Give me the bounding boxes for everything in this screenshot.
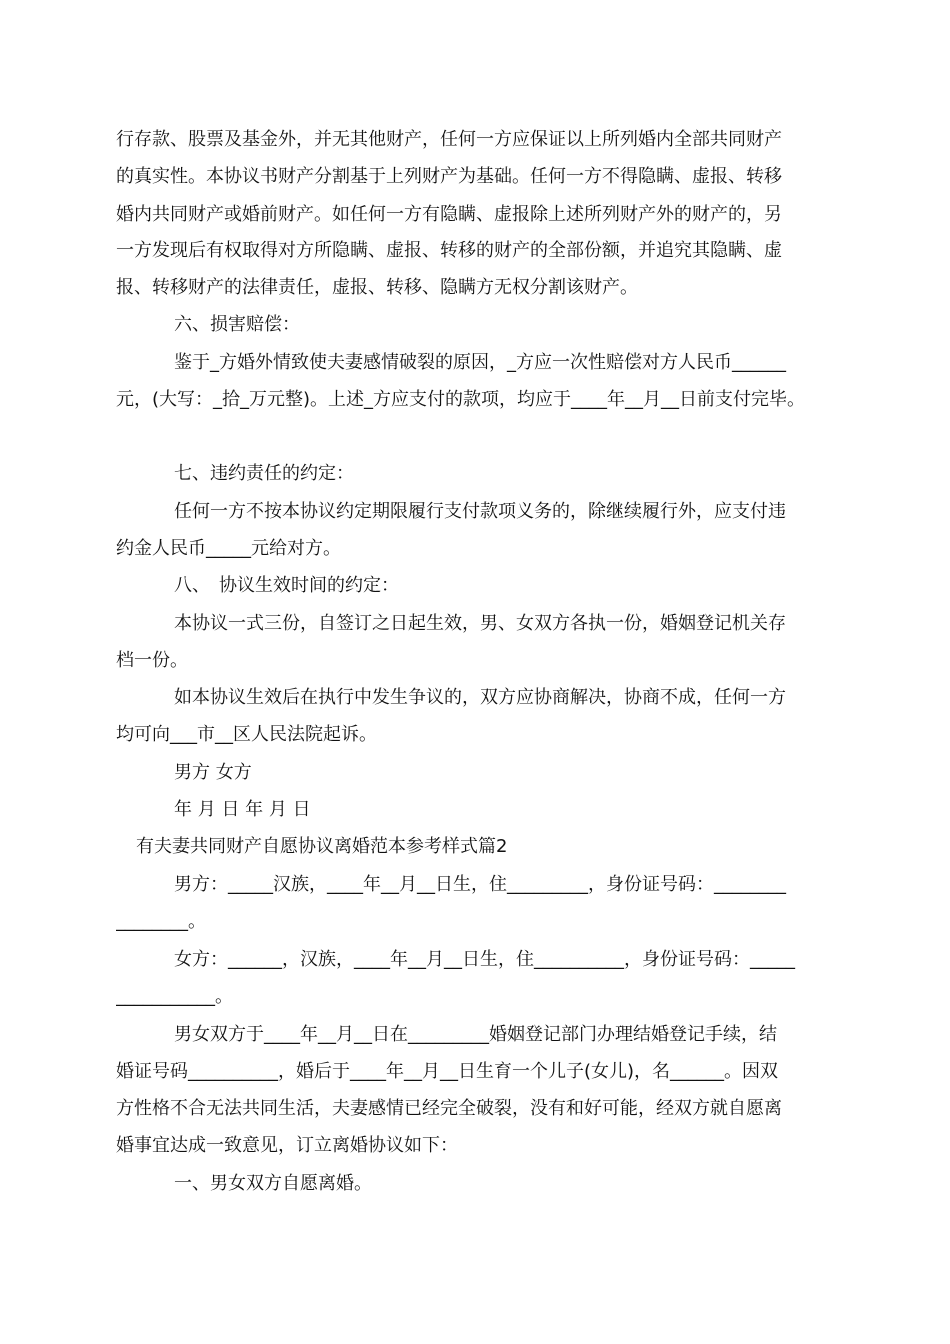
paragraph-line: 方性格不合无法共同生活，夫妻感情已经完全破裂，没有和好可能，经双方就自愿离 — [116, 1098, 782, 1119]
section-heading-breach: 七、违约责任的约定： — [174, 463, 354, 484]
paragraph-line: 本协议一式三份，自签订之日起生效，男、女双方各执一份，婚姻登记机关存 — [174, 613, 786, 634]
paragraph-line: 婚证号码__________，婚后于____年__月__日生育一个儿子(女儿)，名______。因双 — [116, 1061, 779, 1082]
section-heading-effective-time: 八、 协议生效时间的约定： — [174, 575, 399, 596]
section-title-article-2: 有夫妻共同财产自愿协议离婚范本参考样式篇2 — [136, 836, 508, 857]
paragraph-line: 报、转移财产的法律责任，虚报、转移、隐瞒方无权分割该财产。 — [116, 277, 638, 298]
paragraph-line: 的真实性。本协议书财产分割基于上列财产为基础。任何一方不得隐瞒、虚报、转移 — [116, 166, 782, 187]
paragraph-line: 鉴于_方婚外情致使夫妻感情破裂的原因，_方应一次性赔偿对方人民币______ — [174, 352, 786, 373]
paragraph-line: 行存款、股票及基金外，并无其他财产，任何一方应保证以上所列婚内全部共同财产 — [116, 129, 782, 150]
signature-dates: 年 月 日 年 月 日 — [174, 799, 311, 820]
paragraph-line: 女方：______，汉族，____年__月__日生，住__________，身份证号码：_____ — [174, 949, 795, 970]
paragraph-line: 男女双方于____年__月__日在_________婚姻登记部门办理结婚登记手续，结 — [174, 1024, 777, 1045]
paragraph-line: 婚事宜达成一致意见，订立离婚协议如下： — [116, 1135, 458, 1156]
paragraph-line: 如本协议生效后在执行中发生争议的，双方应协商解决，协商不成，任何一方 — [174, 687, 786, 708]
signature-parties: 男方 女方 — [174, 762, 252, 783]
paragraph-line: 一方发现后有权取得对方所隐瞒、虚报、转移的财产的全部份额，并追究其隐瞒、虚 — [116, 240, 782, 261]
paragraph-line: ________。 — [116, 911, 206, 932]
paragraph-line: 元，(大写：_拾_万元整)。上述_方应支付的款项，均应于____年__月__日前支付完毕。 — [116, 389, 806, 410]
paragraph-line: 男方：_____汉族，____年__月__日生，住_________，身份证号码：________ — [174, 874, 786, 895]
paragraph-line: 任何一方不按本协议约定期限履行支付款项义务的，除继续履行外，应支付违 — [174, 501, 786, 522]
paragraph-line: 均可向___市__区人民法院起诉。 — [116, 724, 377, 745]
paragraph-line: ___________。 — [116, 986, 233, 1007]
paragraph-line: 档一份。 — [116, 650, 188, 671]
clause-voluntary-divorce: 一、男女双方自愿离婚。 — [174, 1173, 372, 1194]
paragraph-line: 婚内共同财产或婚前财产。如任何一方有隐瞒、虚报除上述所列财产外的财产的，另 — [116, 204, 782, 225]
section-heading-damages: 六、损害赔偿： — [174, 314, 300, 335]
paragraph-line: 约金人民币_____元给对方。 — [116, 538, 341, 559]
